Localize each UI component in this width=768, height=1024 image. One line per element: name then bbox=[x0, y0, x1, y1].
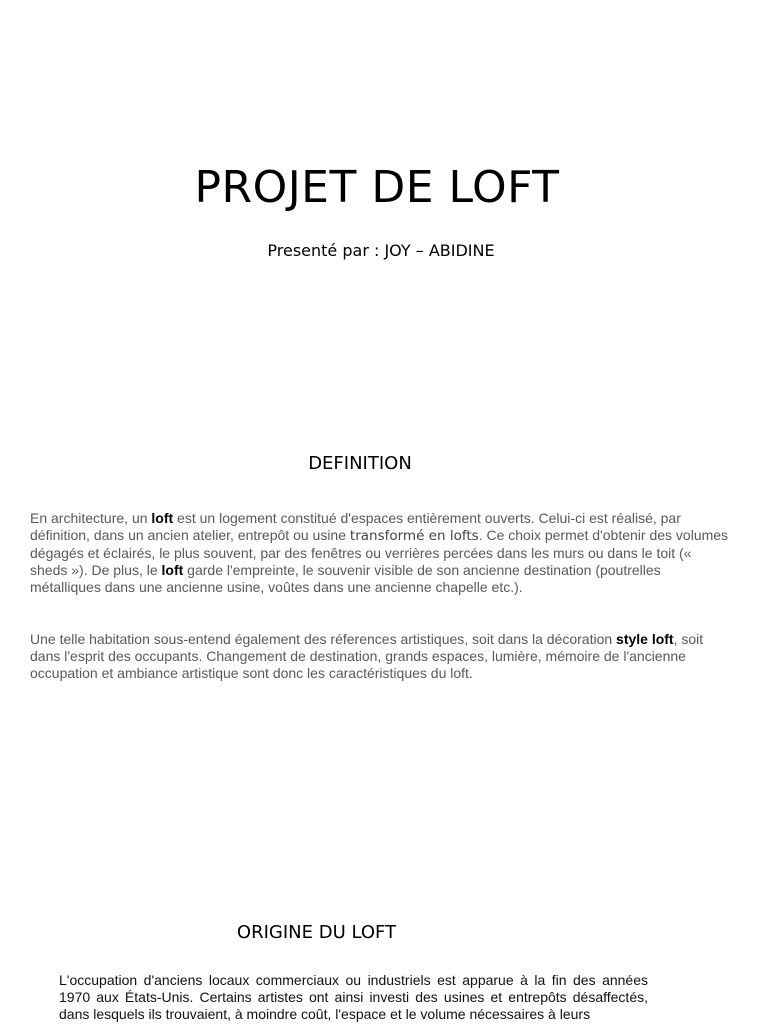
bold-term-loft: loft bbox=[151, 510, 174, 526]
text-run: En architecture, un bbox=[30, 510, 152, 526]
text-run: Une telle habitation sous-entend également des réferences artistiques, soit dans la décoration bbox=[30, 631, 617, 647]
text-run-transformed: transformé en lofts bbox=[349, 528, 479, 544]
presenter-subtitle: Presenté par : JOY – ABIDINE bbox=[267, 241, 495, 260]
text-run: . Ce choix permet d'obtenir des volumes dégagés et éclairés, le plus souvent, par des fenêtres ou verrières percées dans les murs ou dans le toit (« sheds »). De plus, le bbox=[30, 527, 729, 578]
bold-term-loft: loft bbox=[161, 562, 184, 578]
text-run: , soit dans l'esprit des occupants. Changement de destination, grands espaces, lumière, mémoire de l'ancienne occupation et ambiance artistique sont donc les caractéristiques du loft. bbox=[30, 631, 704, 681]
definition-heading: DEFINITION bbox=[308, 453, 412, 474]
definition-paragraph-1 bbox=[30, 510, 730, 596]
origine-heading: ORIGINE DU LOFT bbox=[236, 922, 397, 943]
origine-paragraph: L'occupation d'anciens locaux commerciaux ou industriels est apparue à la fin des années 1970 aux États-Unis. Certains artistes ont ainsi investi des usines et entrepôts désaffectés, dans lesquels ils trouvaient, à moindre coût, l'espace et le volume nécessaires à leurs bbox=[59, 972, 648, 1022]
bold-term-style-loft: style loft bbox=[616, 631, 674, 647]
definition-paragraph-2 bbox=[30, 631, 730, 682]
text-run: est un logement constitué d'espaces entièrement ouverts. Celui-ci est réalisé, par définition, dans un ancien atelier, entrepôt ou usine bbox=[30, 510, 681, 543]
text-run: garde l'empreinte, le souvenir visible de son ancienne destination (poutrelles métalliques dans une ancienne usine, voûtes dans une ancienne chapelle etc.). bbox=[30, 562, 661, 595]
page-title: PROJET DE LOFT bbox=[194, 162, 560, 213]
